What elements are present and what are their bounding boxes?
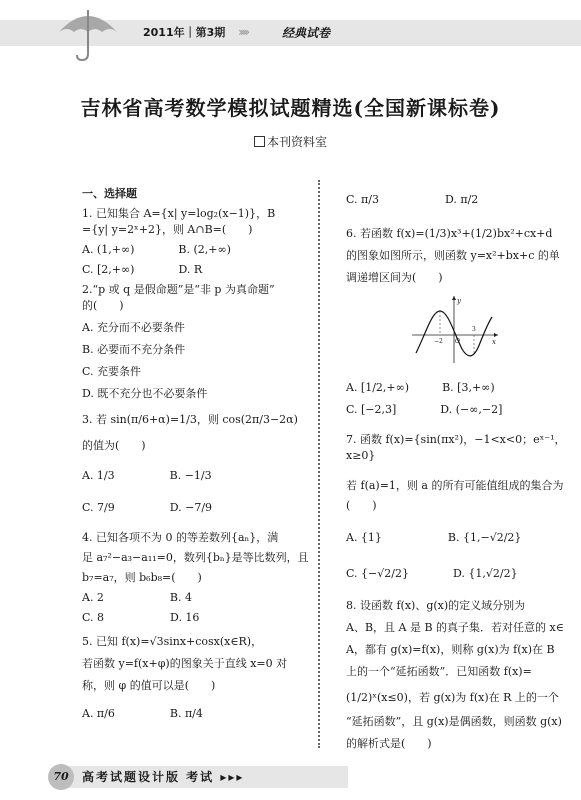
y-axis-label: y: [457, 297, 461, 305]
question-line: 6. 若函数 f(x)=(1/3)x³+(1/2)bx²+cx+d: [346, 227, 553, 240]
column-divider: [318, 180, 320, 748]
option-line: C. 7/9 D. −7/9: [82, 501, 213, 514]
section-heading: 一、选择题: [82, 187, 137, 200]
question-line: 的( ): [82, 299, 124, 312]
cubic-function-graph: [410, 293, 500, 365]
option-line: C. 8 D. 16: [82, 611, 200, 624]
option-line: A. π/6 B. π/4: [82, 707, 203, 720]
question-line: 称，则 φ 的值可以是( ): [82, 679, 216, 692]
question-line: 的图象如图所示，则函数 y=x²+bx+c 的单: [346, 249, 560, 262]
question-line: 调递增区间为( ): [346, 271, 443, 284]
question-line: 若 f(a)=1，则 a 的所有可能值组成的集合为: [346, 479, 564, 492]
question-line: 8. 设函数 f(x)、g(x)的定义域分别为: [346, 599, 526, 612]
column-tag: 经典试卷: [282, 26, 331, 40]
option-line: A. (1,+∞) B. (2,+∞): [82, 243, 231, 256]
option-line: C. π/3 D. π/2: [346, 193, 479, 206]
question-line: 4. 已知各项不为 0 的等差数列{aₙ}，满: [82, 531, 279, 544]
option-line: A. 1/3 B. −1/3: [82, 469, 212, 482]
option-line: B. 必要而不充分条件: [82, 343, 186, 356]
right-column-top: [346, 192, 574, 286]
chevron-decoration: ›››››: [238, 25, 247, 39]
question-line: A，都有 g(x)=f(x)，则称 g(x)为 f(x)在 B: [346, 643, 555, 656]
question-line: ={y| y=2ˣ+2}，则 A∩B=( ): [82, 223, 253, 236]
page-number: 70: [48, 764, 74, 790]
checkbox-square-icon: [254, 136, 265, 147]
option-line: C. [−2,3] D. (−∞,−2]: [346, 403, 503, 416]
question-line: 的解析式是( ): [346, 737, 432, 750]
right-column-bottom: [346, 380, 574, 752]
byline: [0, 133, 581, 150]
question-line: 7. 函数 f(x)={sin(πx²)，−1<x<0；eˣ⁻¹，x≥0}: [346, 433, 566, 462]
option-line: A. [1/2,+∞) B. [3,+∞): [346, 381, 495, 394]
tick-label: 3: [472, 326, 476, 333]
option-line: D. 既不充分也不必要条件: [82, 387, 208, 400]
option-line: C. {−√2/2} D. {1,√2/2}: [346, 567, 518, 580]
question-line: 若函数 y=f(x+φ)的图象关于直线 x=0 对: [82, 657, 288, 670]
question-line: 2.“p 或 q 是假命题”是“非 p 为真命题”: [82, 283, 275, 296]
option-line: A. 充分而不必要条件: [82, 321, 185, 334]
question-line: 5. 已知 f(x)=√3sinx+cosx(x∈R)，: [82, 635, 263, 648]
x-axis-label: x: [492, 338, 496, 346]
option-line: A. 2 B. 4: [82, 591, 193, 604]
footer-text: 高考试题设计版 考试 ▸▸▸: [82, 770, 245, 784]
byline-text: 本刊资料室: [266, 135, 327, 149]
option-line: C. 充要条件: [82, 365, 142, 378]
umbrella-icon: [55, 2, 121, 62]
question-line: A、B，且 A 是 B 的真子集．若对任意的 x∈: [346, 621, 564, 634]
option-line: A. {1} B. {1,−√2/2}: [346, 531, 522, 544]
question-line: 足 a₇²−a₃−a₁₁=0，数列{bₙ}是等比数列，且: [82, 551, 309, 564]
question-line: 3. 若 sin(π/6+α)=1/3，则 cos(2π/3−2α): [82, 413, 298, 426]
question-line: “延拓函数”，且 g(x)是偶函数，则函数 g(x): [346, 715, 562, 728]
issue-label: 2011年｜第3期: [143, 26, 226, 39]
page-title: 吉林省高考数学模拟试题精选(全国新课标卷): [80, 96, 501, 120]
tick-label: −2: [434, 338, 443, 345]
question-line: (1/2)ˣ(x≤0)，若 g(x)为 f(x)在 R 上的一个: [346, 691, 559, 704]
question-line: 上的一个“延拓函数”．已知函数 f(x)=: [346, 665, 532, 678]
origin-label: O: [455, 338, 460, 345]
option-line: C. [2,+∞) D. R: [82, 263, 203, 276]
question-line: 1. 已知集合 A={x| y=log₂(x−1)}，B: [82, 207, 276, 220]
left-column: [82, 186, 314, 722]
question-line: ( ): [346, 499, 377, 512]
question-line: b₇=a₇，则 b₆b₈=( ): [82, 571, 202, 584]
question-line: 的值为( ): [82, 439, 146, 452]
